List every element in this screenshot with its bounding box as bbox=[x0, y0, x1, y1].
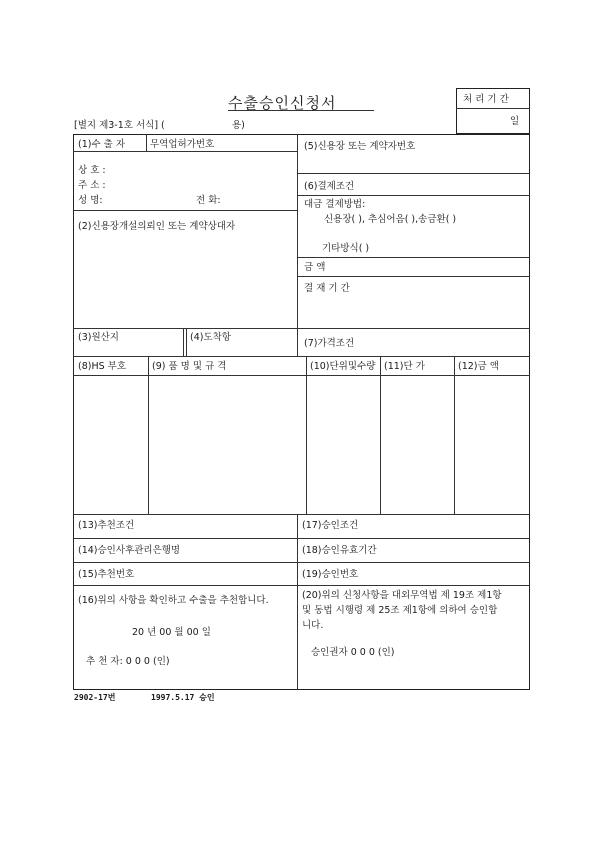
quantity-header: (10)단위및수량 bbox=[310, 361, 376, 372]
footer-code: 2902-17번 bbox=[74, 693, 116, 702]
amount-header: (12)금 액 bbox=[458, 361, 499, 372]
approver-signature: 승인권자 0 0 0 (인) bbox=[311, 647, 395, 658]
lc-bottom-line bbox=[297, 173, 530, 174]
approval-statement-line3: 니다. bbox=[302, 620, 324, 631]
item-col-divider-4 bbox=[454, 356, 455, 514]
amount-label: 금 액 bbox=[304, 262, 326, 273]
destination-label: (4)도착항 bbox=[190, 332, 231, 343]
approval-statement-line2: 및 동법 시행령 제 25조 제1항에 의하여 승인합 bbox=[302, 605, 498, 616]
payment-other-line bbox=[297, 257, 530, 258]
payment-method-label: 대금 결제방법: bbox=[304, 199, 366, 210]
item-table-bottom-line bbox=[73, 514, 530, 515]
recommendation-date: 20 년 00 월 00 일 bbox=[132, 627, 211, 638]
price-terms-label: (7)가격조건 bbox=[304, 338, 355, 349]
exporter-label-divider bbox=[146, 134, 147, 151]
price-terms-top-line bbox=[297, 328, 530, 329]
recommendation-statement: (16)위의 사항을 확인하고 수출을 추천합니다. bbox=[78, 595, 269, 606]
bank-name-label: (14)승인사후관리은행명 bbox=[78, 545, 181, 556]
exporter-label: (1)수 출 자 bbox=[78, 139, 126, 150]
origin-divider-b bbox=[186, 328, 187, 356]
lower-center-divider bbox=[297, 514, 298, 690]
row-15-line bbox=[73, 585, 530, 586]
address-label: 주 소 : bbox=[78, 180, 106, 191]
payment-period-label: 결 재 기 간 bbox=[304, 283, 350, 294]
recommender-signature: 추 천 자: 0 0 0 (인) bbox=[86, 656, 170, 667]
applicant-label: (2)신용장개설의뢰인 또는 계약상대자 bbox=[78, 221, 236, 232]
trade-permit-number: 무역업허가번호 bbox=[150, 139, 215, 150]
row-14-line bbox=[73, 562, 530, 563]
approval-statement-line1: (20)위의 신청사항을 대외무역법 제 19조 제1항 bbox=[302, 590, 502, 601]
lc-contract-number-label: (5)신용장 또는 계약자번호 bbox=[304, 141, 416, 152]
processing-period-label: 처 리 기 간 bbox=[463, 94, 509, 105]
upper-center-divider bbox=[297, 134, 298, 356]
exporter-bottom-line bbox=[73, 210, 297, 211]
processing-period-unit: 일 bbox=[510, 116, 520, 127]
form-reference-end: 용) bbox=[232, 120, 245, 131]
amount-line bbox=[297, 276, 530, 277]
hs-code-header: (8)HS 부호 bbox=[78, 361, 127, 372]
processing-divider bbox=[456, 108, 530, 109]
name-label: 성 명: bbox=[78, 195, 103, 206]
company-name-label: 상 호 : bbox=[78, 165, 106, 176]
origin-top-line bbox=[73, 328, 297, 329]
form-title: 수출승인신청서 bbox=[228, 94, 337, 112]
item-header-line bbox=[73, 375, 530, 376]
recommendation-number-label: (15)추천번호 bbox=[78, 569, 135, 580]
payment-terms-line bbox=[297, 195, 530, 196]
footer-approval: 1997.5.17 승인 bbox=[151, 693, 215, 702]
exporter-row-line bbox=[73, 151, 297, 152]
origin-divider-a bbox=[183, 328, 184, 356]
item-col-divider-2 bbox=[306, 356, 307, 514]
payment-method-options: 신용장( ), 추심어음( ),송금환( ) bbox=[324, 214, 457, 225]
item-spec-header: (9) 품 명 및 규 격 bbox=[152, 361, 227, 372]
title-underline bbox=[228, 110, 374, 111]
origin-label: (3)원산지 bbox=[78, 332, 119, 343]
item-col-divider-1 bbox=[148, 356, 149, 514]
approval-conditions-label: (17)승인조건 bbox=[302, 520, 359, 531]
payment-terms-label: (6)결제조건 bbox=[304, 181, 355, 192]
recommendation-conditions-label: (13)추천조건 bbox=[78, 520, 135, 531]
phone-label: 전 화: bbox=[196, 195, 221, 206]
form-reference: [별지 제3-1호 서식] ( bbox=[74, 120, 165, 131]
payment-method-other: 기타방식( ) bbox=[322, 243, 370, 254]
approval-validity-label: (18)승인유효기간 bbox=[302, 545, 377, 556]
item-table-top-line bbox=[73, 356, 530, 357]
item-col-divider-3 bbox=[380, 356, 381, 514]
unit-price-header: (11)단 가 bbox=[384, 361, 425, 372]
approval-number-label: (19)승인번호 bbox=[302, 569, 359, 580]
row-13-line bbox=[73, 538, 530, 539]
